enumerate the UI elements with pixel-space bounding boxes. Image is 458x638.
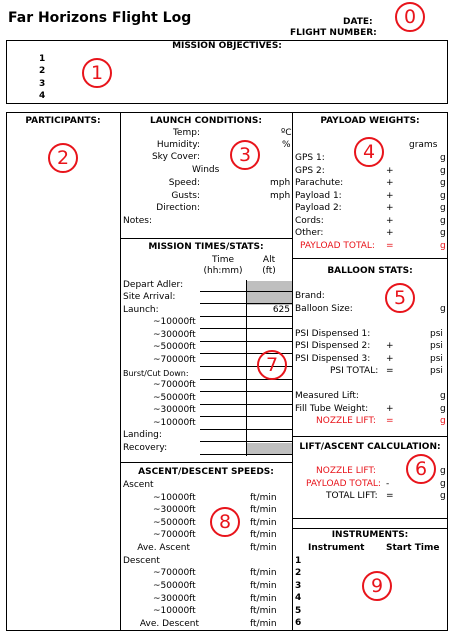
speed-row-label: ~30000ft	[153, 594, 196, 604]
objective-2: 2	[39, 66, 46, 76]
payload-row-label: Parachute:	[295, 178, 344, 188]
gusts-label: Gusts:	[171, 191, 200, 201]
time-col-format: (hh:mm)	[203, 266, 243, 276]
alt-col-heading: Alt	[262, 255, 276, 265]
calc-total-unit: g	[440, 491, 446, 501]
instrument-row-number: 2	[295, 568, 302, 578]
times-row-label: ~10000ft	[153, 317, 196, 327]
divider	[292, 518, 448, 519]
payload-row-label: Cords:	[295, 216, 324, 226]
measured-lift-unit: g	[440, 391, 446, 401]
payload-row-label: Payload 2:	[295, 203, 342, 213]
nozzle-lift-unit: g	[440, 416, 446, 426]
times-row-label: Landing:	[123, 430, 162, 440]
times-heading: MISSION TIMES/STATS:	[148, 242, 264, 252]
marker-4: 4	[354, 137, 384, 167]
payload-row-unit: g	[440, 191, 446, 201]
times-row-line	[200, 291, 292, 292]
payload-row-op: +	[386, 191, 394, 201]
objectives-heading: MISSION OBJECTIVES:	[172, 41, 282, 51]
instrument-row-number: 3	[295, 581, 302, 591]
times-row-line	[200, 441, 292, 442]
payload-row-op: +	[386, 216, 394, 226]
times-row-line	[200, 341, 292, 342]
fill-tube-op: +	[386, 404, 394, 414]
divider	[120, 462, 292, 463]
times-row-line	[200, 303, 292, 304]
notes-label: Notes:	[123, 216, 153, 226]
times-row-line	[200, 454, 292, 455]
marker-3: 3	[230, 140, 260, 170]
psi3-op: +	[386, 354, 394, 364]
alt-col-unit: (ft)	[262, 266, 276, 276]
divider	[292, 258, 448, 259]
times-row-label: Burst/Cut Down:	[123, 369, 189, 378]
grams-label: grams	[409, 140, 438, 150]
speed-row-unit: ft/min	[250, 530, 277, 540]
instrument-row-number: 5	[295, 606, 302, 616]
liftcalc-heading: LIFT/ASCENT CALCULATION:	[299, 442, 441, 452]
times-row-line	[200, 316, 292, 317]
page-title: Far Horizons Flight Log	[8, 10, 192, 26]
objective-3: 3	[39, 79, 46, 89]
times-row-label: ~50000ft	[153, 342, 196, 352]
balloon-heading: BALLOON STATS:	[327, 266, 413, 276]
instrument-row-number: 6	[295, 618, 302, 628]
payload-total-label: PAYLOAD TOTAL:	[300, 241, 375, 251]
temp-label: Temp:	[172, 128, 200, 138]
speed-row-unit: ft/min	[250, 518, 277, 528]
marker-5: 5	[385, 283, 415, 313]
payload-row-unit: g	[440, 153, 446, 163]
payload-row-unit: g	[440, 166, 446, 176]
nozzle-lift-label: NOZZLE LIFT:	[316, 416, 376, 426]
psi3-unit: psi	[430, 354, 443, 364]
payload-row-label: GPS 2:	[295, 166, 325, 176]
balloon-size-unit: g	[440, 304, 446, 314]
fill-tube-unit: g	[440, 404, 446, 414]
payload-row-unit: g	[440, 216, 446, 226]
instrument-row-number: 4	[295, 593, 302, 603]
speed-row-label: ~30000ft	[153, 505, 196, 515]
flight-number-label: FLIGHT NUMBER:	[290, 28, 377, 38]
marker-0: 0	[395, 2, 425, 32]
payload-row-op: +	[386, 228, 394, 238]
payload-row-label: Payload 1:	[295, 191, 342, 201]
launch-heading: LAUNCH CONDITIONS:	[150, 116, 262, 126]
speeds-heading: ASCENT/DESCENT SPEEDS:	[138, 467, 274, 477]
measured-lift-label: Measured Lift:	[295, 391, 359, 401]
payload-row-label: Other:	[295, 228, 324, 238]
times-row-label: Depart Adler:	[123, 280, 184, 290]
ave-ascent-label: Ave. Ascent	[137, 543, 190, 553]
times-row-line	[200, 416, 292, 417]
payload-row-unit: g	[440, 203, 446, 213]
start-time-col-heading: Start Time	[386, 543, 440, 553]
calc-payload-op: -	[386, 479, 390, 489]
instrument-row-number: 1	[295, 556, 302, 566]
instrument-col-heading: Instrument	[308, 543, 365, 553]
winds-label: Winds	[192, 165, 220, 175]
time-col-heading: Time	[211, 255, 235, 265]
brand-label: Brand:	[295, 291, 325, 301]
date-label: DATE:	[343, 17, 373, 27]
payload-row-op: +	[386, 203, 394, 213]
shaded-cell	[247, 281, 292, 305]
sky-cover-label: Sky Cover:	[151, 152, 200, 162]
payload-row-unit: g	[440, 228, 446, 238]
divider	[120, 238, 292, 239]
speed-row-unit: ft/min	[250, 505, 277, 515]
payload-total-unit: g	[440, 241, 446, 251]
times-row-label: Recovery:	[123, 443, 168, 453]
payload-row-label: GPS 1:	[295, 153, 325, 163]
humidity-label: Humidity:	[156, 140, 200, 150]
marker-1: 1	[82, 58, 112, 88]
direction-label: Direction:	[156, 203, 200, 213]
psi-total-op: =	[386, 366, 394, 376]
times-row-label: Launch:	[123, 305, 159, 315]
speed-row-label: ~50000ft	[153, 581, 196, 591]
balloon-size-label: Balloon Size:	[295, 304, 353, 314]
times-row-line	[200, 404, 292, 405]
descent-label: Descent	[123, 556, 160, 566]
times-row-label: ~50000ft	[153, 393, 196, 403]
psi-total-unit: psi	[430, 366, 443, 376]
speed-row-unit: ft/min	[250, 493, 277, 503]
times-row-label: ~30000ft	[153, 405, 196, 415]
calc-total-label: TOTAL LIFT:	[326, 491, 378, 501]
fill-tube-label: Fill Tube Weight:	[295, 404, 369, 414]
psi-total-label: PSI TOTAL:	[330, 366, 379, 376]
times-row-label: Site Arrival:	[123, 292, 176, 302]
marker-9: 9	[362, 571, 392, 601]
calc-nozzle-unit: g	[440, 466, 446, 476]
speed-label: Speed:	[168, 178, 200, 188]
payload-row-op: +	[386, 178, 394, 188]
calc-payload-unit: g	[440, 479, 446, 489]
payload-row-unit: g	[440, 178, 446, 188]
speed-row-unit: ft/min	[250, 581, 277, 591]
calc-payload-label: PAYLOAD TOTAL:	[306, 479, 381, 489]
calc-total-op: =	[386, 491, 394, 501]
objective-4: 4	[39, 91, 46, 101]
speed-row-unit: ft/min	[250, 594, 277, 604]
times-row-line	[200, 429, 292, 430]
times-row-label: ~30000ft	[153, 330, 196, 340]
psi2-op: +	[386, 341, 394, 351]
humidity-unit: %	[282, 140, 291, 150]
times-row-label: ~70000ft	[153, 380, 196, 390]
times-row-label: ~10000ft	[153, 418, 196, 428]
temp-unit: ºC	[281, 128, 292, 138]
ave-descent-unit: ft/min	[250, 619, 277, 629]
marker-8: 8	[210, 507, 240, 537]
marker-2: 2	[48, 143, 78, 173]
psi2-label: PSI Dispensed 2:	[295, 341, 371, 351]
speed-row-label: ~70000ft	[153, 530, 196, 540]
participants-heading: PARTICIPANTS:	[25, 116, 101, 126]
calc-nozzle-label: NOZZLE LIFT:	[316, 466, 376, 476]
speed-row-label: ~10000ft	[153, 493, 196, 503]
ave-descent-label: Ave. Descent	[139, 619, 199, 629]
speed-unit: mph	[270, 178, 291, 188]
speed-row-label: ~70000ft	[153, 568, 196, 578]
ave-ascent-unit: ft/min	[250, 543, 277, 553]
psi3-label: PSI Dispensed 3:	[295, 354, 371, 364]
objective-1: 1	[39, 54, 46, 64]
nozzle-lift-op: =	[386, 416, 394, 426]
payload-heading: PAYLOAD WEIGHTS:	[320, 116, 420, 126]
speed-row-unit: ft/min	[250, 606, 277, 616]
ascent-label: Ascent	[123, 480, 154, 490]
psi2-unit: psi	[430, 341, 443, 351]
marker-7: 7	[257, 350, 287, 380]
psi1-unit: psi	[430, 329, 443, 339]
payload-row-op: +	[386, 166, 394, 176]
instruments-heading: INSTRUMENTS:	[331, 530, 409, 540]
gusts-unit: mph	[270, 191, 291, 201]
times-row-line	[200, 379, 292, 380]
times-row-label: ~70000ft	[153, 355, 196, 365]
speed-row-label: ~10000ft	[153, 606, 196, 616]
payload-total-op: =	[386, 241, 394, 251]
speed-row-unit: ft/min	[250, 568, 277, 578]
psi1-label: PSI Dispensed 1:	[295, 329, 371, 339]
speed-row-label: ~50000ft	[153, 518, 196, 528]
divider	[292, 436, 448, 437]
marker-6: 6	[406, 454, 436, 484]
launch-altitude: 625	[272, 305, 290, 315]
times-row-line	[200, 391, 292, 392]
times-row-line	[200, 328, 292, 329]
